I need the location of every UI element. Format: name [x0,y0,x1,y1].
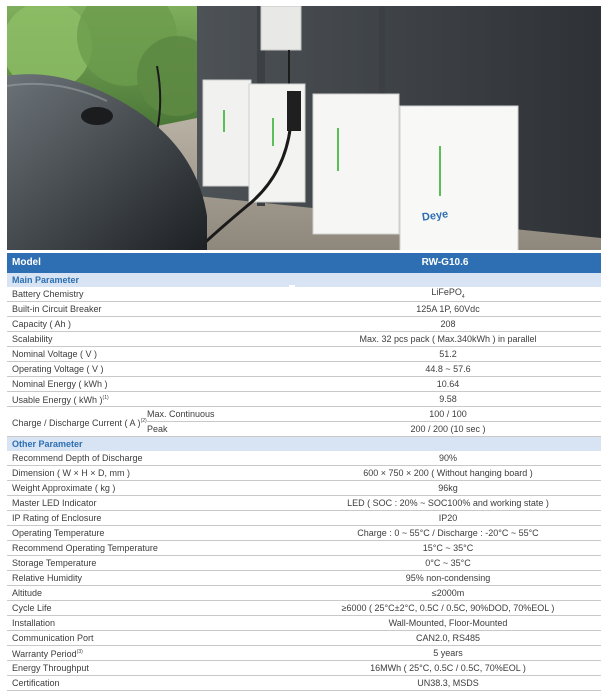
row-value: 9.58 [289,392,601,407]
table-row [7,496,601,511]
table-row [7,616,601,631]
table-row [7,661,601,676]
header-value: RW-G10.6 [421,257,469,268]
table-row [7,571,601,586]
subrow-label: Max. Continuous [147,409,215,419]
table-row [7,481,601,496]
table-row [7,646,601,661]
table-row [7,601,601,616]
table-row [7,332,601,347]
row-label: Installation [12,618,56,628]
subrow-value: 200 / 200 (10 sec ) [289,422,601,437]
row-value: 10.64 [289,377,601,392]
row-label: Altitude [12,588,43,598]
row-value: 15°C ~ 35°C [289,541,601,556]
row-label: Dimension ( W × H × D, mm ) [12,468,131,478]
row-value: UN38.3, MSDS [289,676,601,691]
subrow-label: Peak [147,424,168,434]
table-row [7,392,601,407]
table-row [7,586,601,601]
row-value: ≤2000m [289,586,601,601]
row-label: Recommend Depth of Discharge [12,453,143,463]
row-label: Built-in Circuit Breaker [12,304,102,314]
row-value: 51.2 [289,347,601,362]
table-row [7,362,601,377]
table-row [7,631,601,646]
row-label: Energy Throughput [12,663,89,673]
current-row [7,407,601,437]
row-value: 0°C ~ 35°C [289,556,601,571]
row-label: Operating Temperature [12,528,105,538]
row-label: Warranty Period$^{(3)}$ [12,649,83,659]
spec-table [7,253,601,691]
row-value: LED ( SOC : 20% ~ SOC100% and working state ) [289,496,601,511]
table-row [7,556,601,571]
battery-wall-illustration [7,6,601,250]
row-value: LiFePO$_4$ [289,285,601,305]
row-label: Relative Humidity [12,573,83,583]
table-row [7,511,601,526]
row-value: 90% [289,451,601,466]
row-value: Max. 32 pcs pack ( Max.340kWh ) in parallel [289,332,601,347]
table-row [7,287,601,302]
row-value: Charge : 0 ~ 55°C / Discharge : -20°C ~ 55°C [289,526,601,541]
brand-logo: Deye [421,208,450,224]
row-value: 125A 1P, 60Vdc [289,302,601,317]
row-value: Wall-Mounted, Floor-Mounted [289,616,601,631]
row-value: 600 × 750 × 200 ( Without hanging board ) [289,466,601,481]
other-parameter-rows [7,451,601,691]
row-label: Cycle Life [12,603,52,613]
table-row [7,676,601,691]
table-row [7,377,601,392]
table-row [7,317,601,332]
row-value: IP20 [289,511,601,526]
table-row [7,526,601,541]
subrow-value: 100 / 100 [289,407,601,422]
row-value: 5 years [289,646,601,661]
row-value: 95% non-condensing [289,571,601,586]
main-parameter-rows [7,287,601,407]
row-label: Communication Port [12,633,94,643]
row-label: Usable Energy ( kWh )$^{(1)}$ [12,395,109,405]
row-value: 208 [289,317,601,332]
row-value: CAN2.0, RS485 [289,631,601,646]
current-label: Charge / Discharge Current ( A )$^{(2)}$ [12,417,147,428]
row-value: 96kg [289,481,601,496]
table-row [7,466,601,481]
section-other-parameter: Other Parameter [7,437,601,451]
row-value: 16MWh ( 25°C, 0.5C / 0.5C, 70%EOL ) [289,661,601,676]
table-row [7,451,601,466]
row-label: Master LED Indicator [12,498,97,508]
row-value: 44.8 ~ 57.6 [289,362,601,377]
row-label: IP Rating of Enclosure [12,513,102,523]
row-label: Storage Temperature [12,558,97,568]
row-label: Nominal Energy ( kWh ) [12,379,108,389]
table-header [7,253,601,273]
row-label: Operating Voltage ( V ) [12,364,104,374]
row-label: Recommend Operating Temperature [12,543,158,553]
current-subrow-continuous [147,407,601,422]
row-label: Nominal Voltage ( V ) [12,349,98,359]
row-value: ≥6000 ( 25°C±2°C, 0.5C / 0.5C, 90%DOD, 70%EOL ) [289,601,601,616]
table-row [7,541,601,556]
header-label: Model [12,257,41,268]
row-label: Weight Approximate ( kg ) [12,483,116,493]
section-main-parameter: Main Parameter [7,273,601,287]
row-label: Battery Chemistry [12,289,84,299]
row-label: Certification [12,678,60,688]
product-photo [7,6,601,250]
table-row [7,302,601,317]
row-label: Scalability [12,334,53,344]
row-label: Capacity ( Ah ) [12,319,72,329]
table-row [7,347,601,362]
current-subrow-peak [147,422,601,437]
